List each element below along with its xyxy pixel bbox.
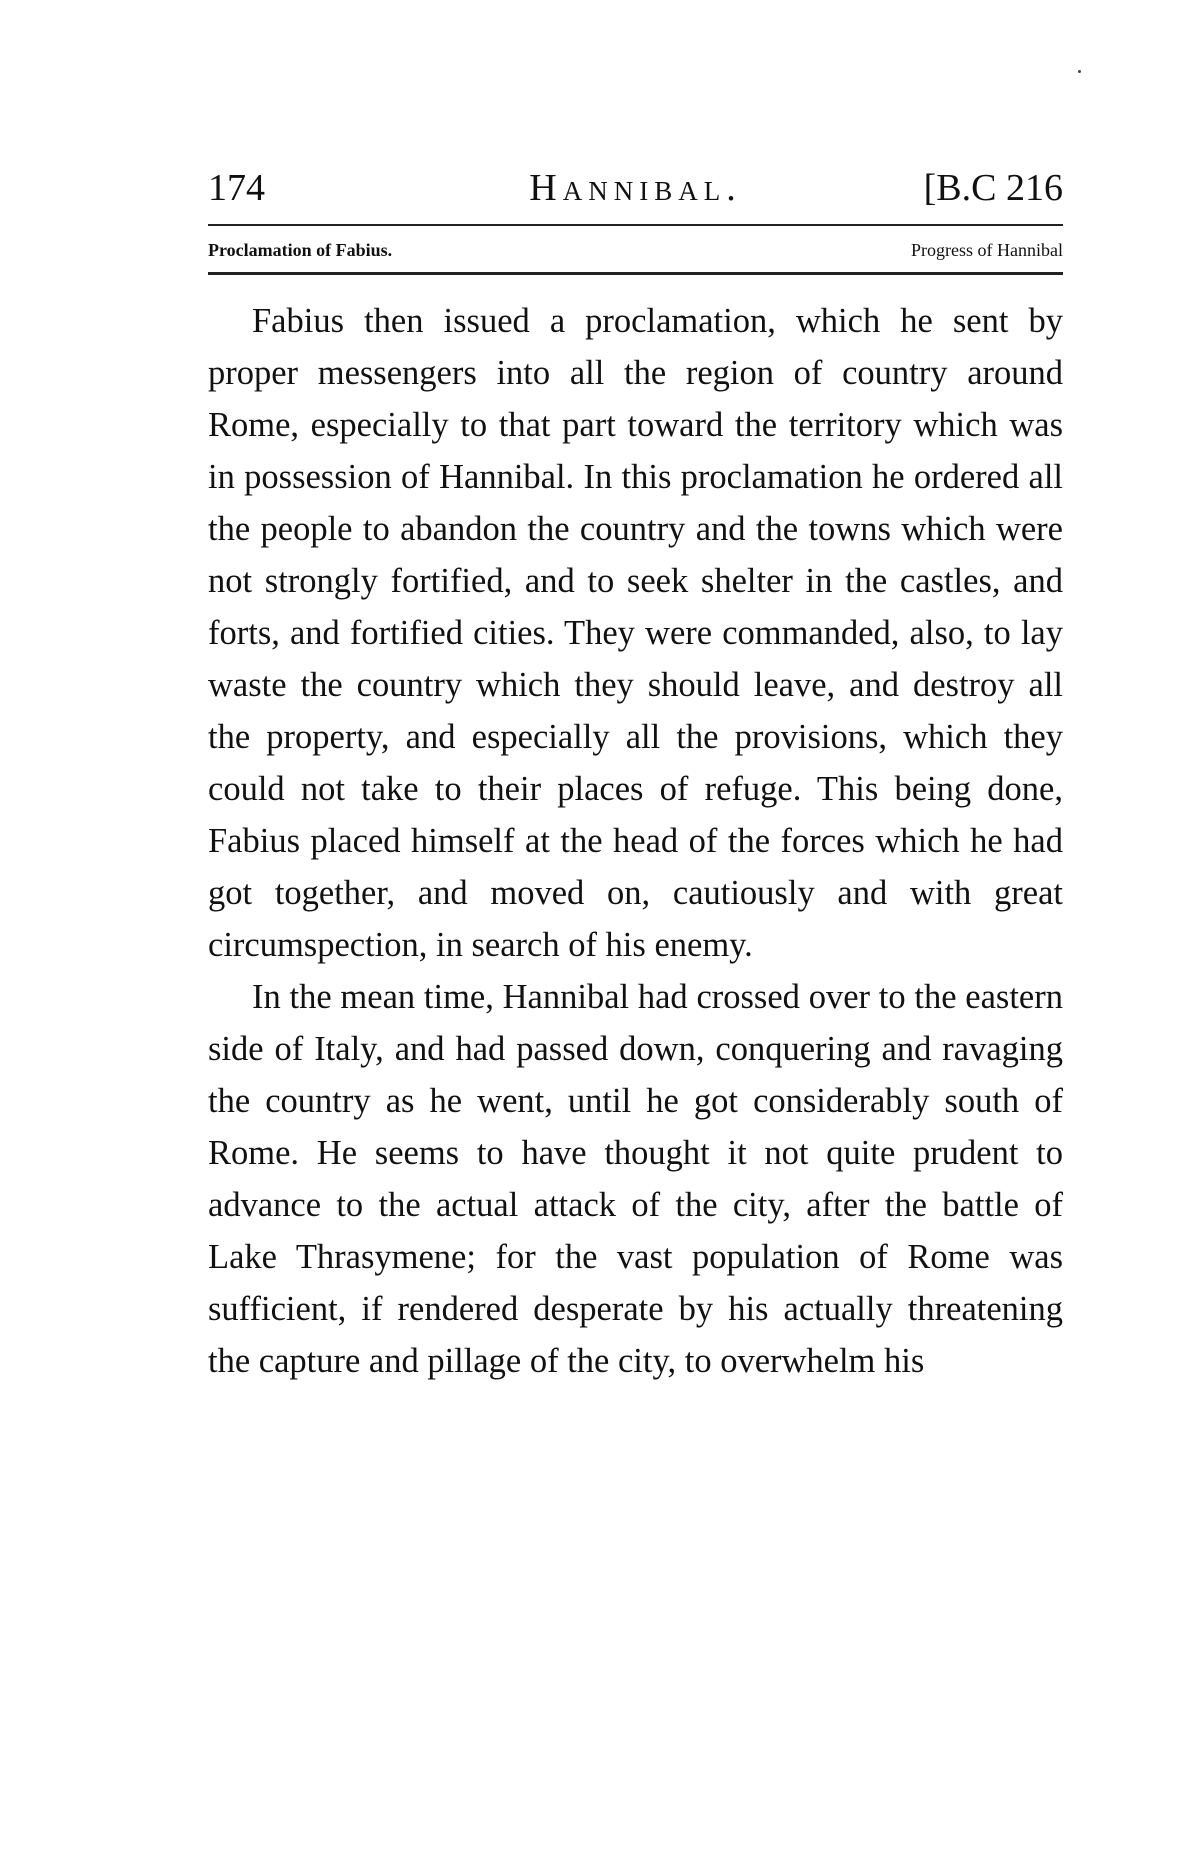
running-head [208,160,1063,216]
page-number: 174 [208,167,265,209]
scan-speck [1078,70,1081,73]
body-text [208,295,1063,1387]
subheader-left: Proclamation of Fabius. [208,240,393,260]
date-range: [B.C 216 [923,167,1063,209]
subheader-rule [208,272,1063,275]
running-title: Hannibal. [529,167,742,209]
subheader [208,240,1063,266]
book-page [208,160,1063,1387]
subheader-right: Progress of Hannibal [911,240,1063,260]
paragraph: Fabius then issued a proclamation, which he sent by proper messengers into all the region of country around Rome, especially to that part toward the territory which was in possession of Hannibal. In this proclamation he ordered all the people to abandon the country and the towns which were not strongly fortified, and to seek shelter in the castles, and forts, and fortified cities. They were commanded, also, to lay waste the country which they should leave, and destroy all the property, and especially all the provisions, which they could not take to their places of refuge. This being done, Fabius placed himself at the head of the forces which he had got together, and moved on, cautiously and with great circumspection, in search of his enemy. [208,302,1063,964]
paragraph: In the mean time, Hannibal had crossed over to the eastern side of Italy, and had passed down, conquering and ravaging the country as he went, until he got considerably south of Rome. He seems to have thought it not quite prudent to advance to the actual attack of the city, after the battle of Lake Thrasymene; for the vast population of Rome was sufficient, if rendered desperate by his actually threatening the capture and pillage of the city, to overwhelm his [208,978,1063,1380]
header-rule [208,224,1063,226]
